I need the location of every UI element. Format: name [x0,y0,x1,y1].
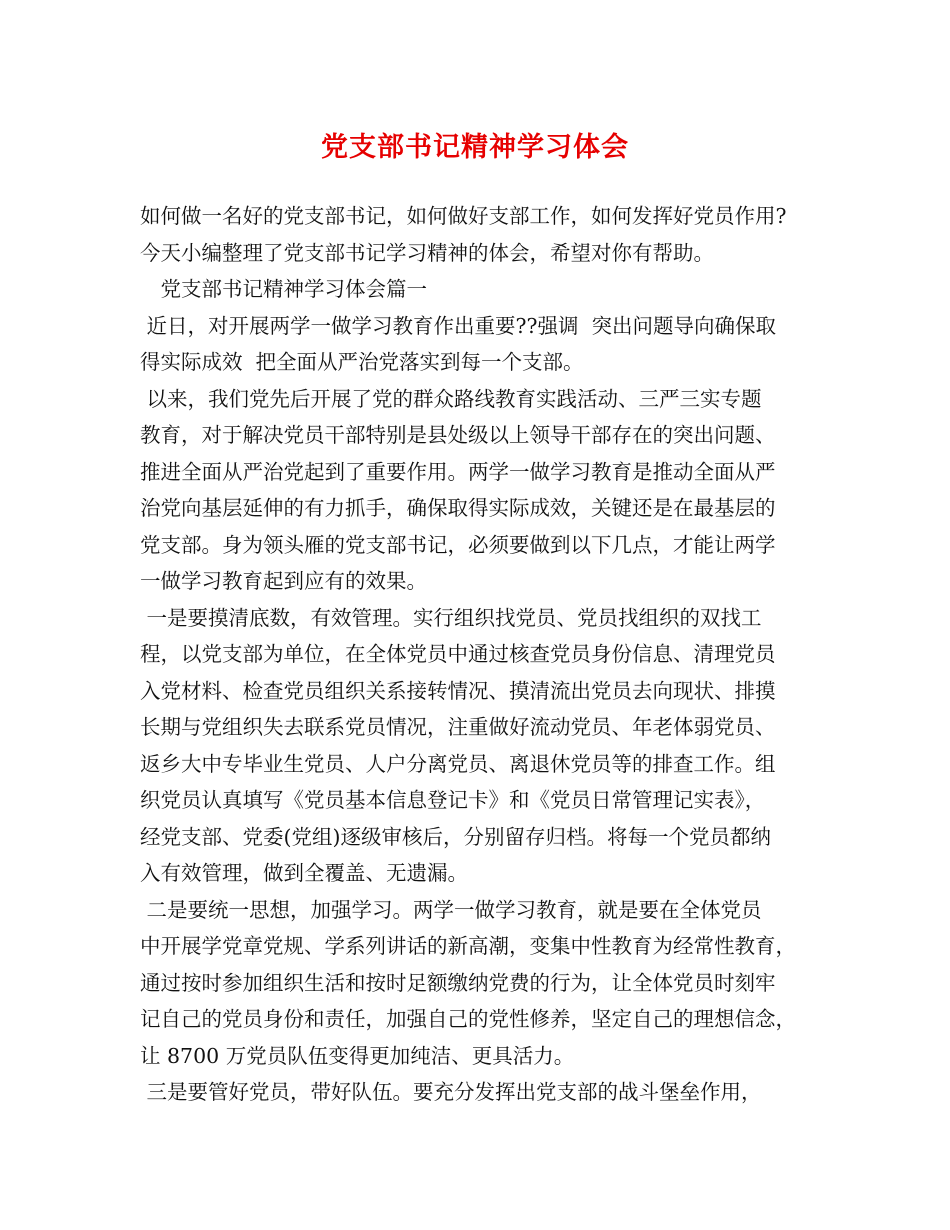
body-line: 如何做一名好的党支部书记，如何做好支部工作，如何发挥好党员作用? [140,204,787,228]
body-line: 程，以党支部为单位，在全体党员中通过核查党员身份信息、清理党员 [140,642,776,666]
body-line: 记自己的党员身份和责任，加强自己的党性修养，坚定自己的理想信念， [140,1007,796,1031]
body-line: 党支部。身为领头雁的党支部书记，必须要做到以下几点，才能让两学 [140,532,776,557]
body-line: 今天小编整理了党支部书记学习精神的体会，希望对你有帮助。 [140,240,714,265]
body-line: 治党向基层延伸的有力抓手，确保取得实际成效，关键还是在最基层的 [140,496,776,520]
body-line: 入党材料、检查党员组织关系接转情况、摸清流出党员去向现状、排摸 [140,678,776,703]
body-line: 推进全面从严治党起到了重要作用。两学一做学习教育是推动全面从严 [140,459,776,484]
body-line: 通过按时参加组织生活和按时足额缴纳党费的行为，让全体党员时刻牢 [140,970,776,995]
body-line: 中开展学党章党规、学系列讲话的新高潮，变集中性教育为经常性教育， [140,934,796,958]
body-line: 二是要统一思想，加强学习。两学一做学习教育，就是要在全体党员 [140,897,762,922]
body-line: 让 8700 万党员队伍变得更加纯洁、更具活力。 [140,1043,575,1068]
document-body [140,198,840,1111]
body-line: 教育，对于解决党员干部特别是县处级以上领导干部存在的突出问题、 [140,423,776,447]
section-heading: 党支部书记精神学习体会篇一 [140,277,427,301]
body-line: 三是要管好党员，带好队伍。要充分发挥出党支部的战斗堡垒作用， [140,1080,762,1104]
body-line: 经党支部、党委(党组)逐级审核后，分别留存归档。将每一个党员都纳 [140,824,771,849]
body-line: 以来，我们党先后开展了党的群众路线教育实践活动、三严三实专题 [140,386,762,411]
body-line: 长期与党组织失去联系党员情况，注重做好流动党员、年老体弱党员、 [140,715,776,739]
body-line: 织党员认真填写《党员基本信息登记卡》和《党员日常管理记实表》， [140,788,766,812]
body-line: 一做学习教育起到应有的效果。 [140,569,427,593]
body-line: 入有效管理，做到全覆盖、无遗漏。 [140,861,468,885]
body-line: 一是要摸清底数，有效管理。实行组织找党员、党员找组织的双找工 [140,605,762,630]
body-line: 近日，对开展两学一做学习教育作出重要??强调 突出问题导向确保取 [140,313,777,338]
document-title: 党支部书记精神学习体会 [321,132,629,163]
body-line: 得实际成效 把全面从严治党落实到每一个支部。 [140,350,584,374]
body-line: 返乡大中专毕业生党员、人户分离党员、离退休党员等的排查工作。组 [140,751,776,776]
